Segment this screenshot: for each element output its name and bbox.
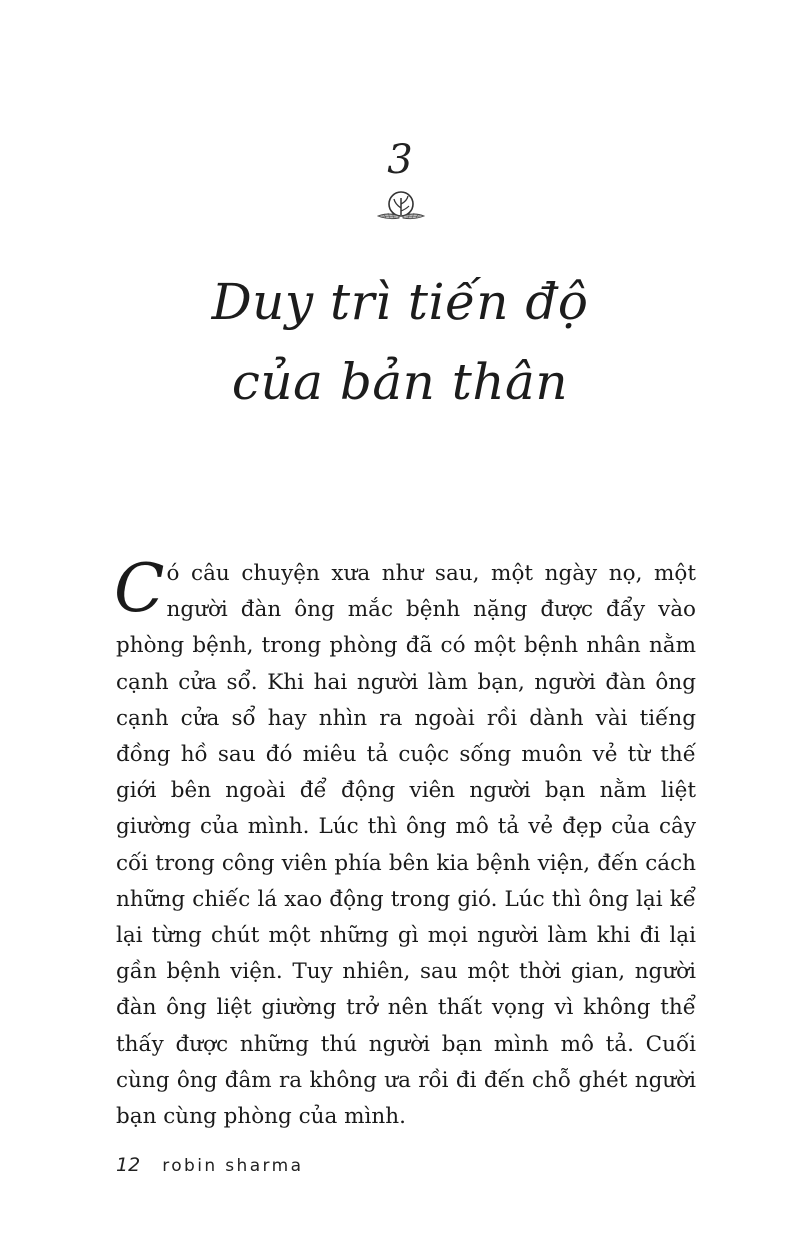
page-number: 12 (116, 1154, 141, 1176)
body-paragraph (114, 550, 696, 1135)
leaf-sprig-icon (370, 186, 432, 234)
chapter-number: 3 (387, 137, 413, 183)
body-text: ó câu chuyện xưa như sau, một ngày nọ, một người đàn ông mắc bệnh nặng được đẩy vào phòng bệnh, trong phòng đã có một bệnh nhân nằm cạnh cửa sổ. Khi hai người làm bạn, người đàn ông cạnh cửa sổ hay nhìn ra ngoài rồi dành vài tiếng đồng hồ sau đó miêu tả cuộc sống muôn vẻ từ thế giới bên ngoài để động viên người bạn nằm liệt giường của mình. Lúc thì ông mô tả vẻ đẹp của cây cối trong công viên phía bên kia bệnh viện, đến cách những chiếc lá xao động trong gió. Lúc thì ông lại kể lại từng chút một những gì mọi người làm khi đi lại gần bệnh viện. Tuy nhiên, sau một thời gian, người đàn ông liệt giường trở nên thất vọng vì không thể thấy được những thú người bạn mình mô tả. Cuối cùng ông đâm ra không ưa rồi đi đến chỗ ghét người bạn cùng phòng của mình. (116, 561, 696, 1130)
chapter-title (0, 262, 800, 422)
chapter-title-line-2: của bản thân (231, 353, 569, 411)
drop-cap: C (114, 550, 165, 627)
page-footer (116, 1154, 303, 1180)
chapter-title-line-1: Duy trì tiến độ (211, 273, 589, 331)
running-author: robin sharma (162, 1156, 304, 1176)
